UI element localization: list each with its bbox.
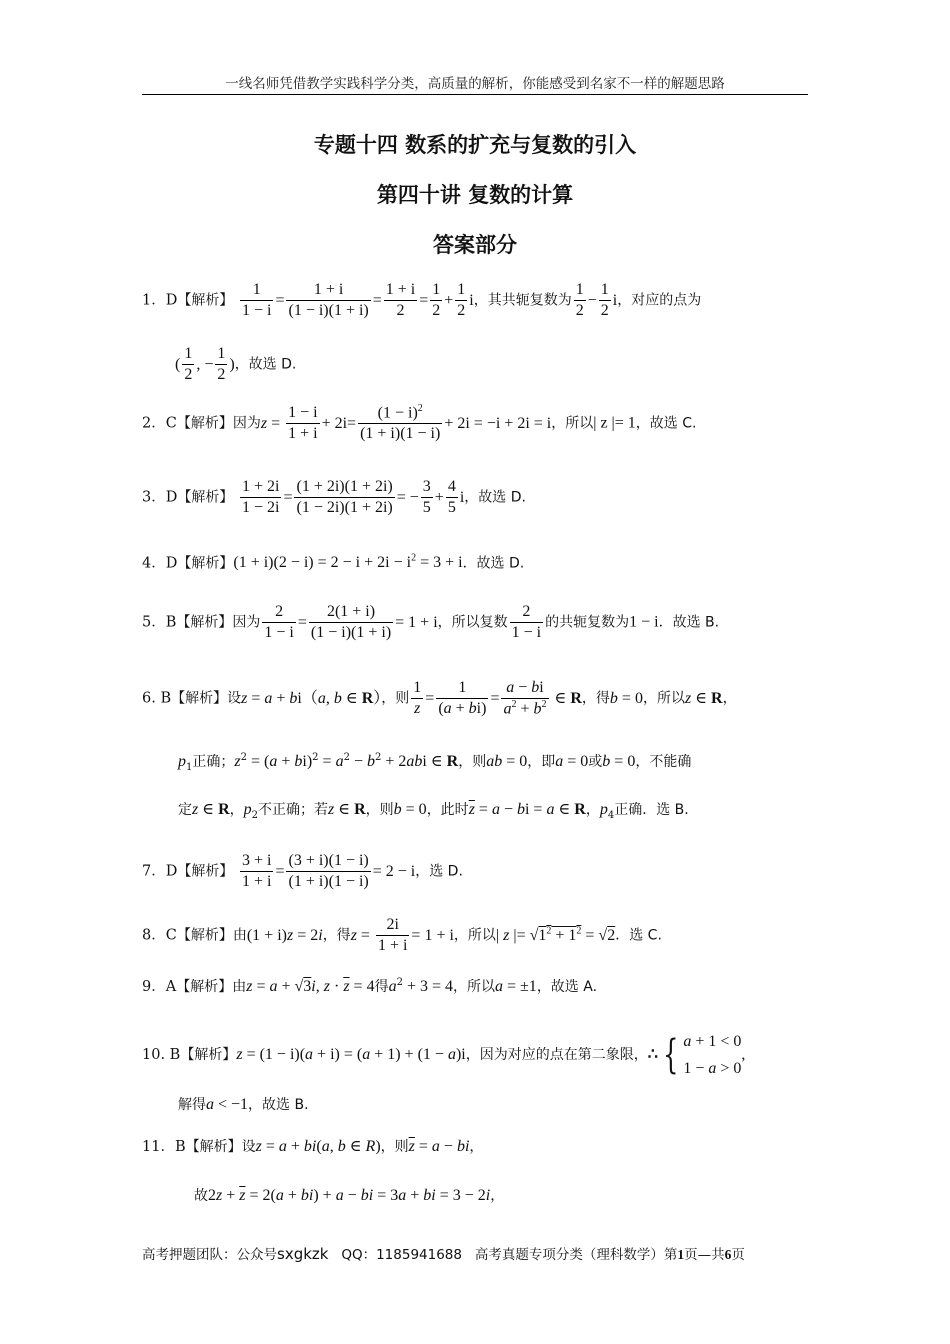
formula: a = 0 [555, 752, 589, 770]
text: 因为 [232, 415, 261, 432]
footer-brand: sxgkzk [277, 1245, 329, 1263]
footer-category: 高考真题专项分类（理科数学）第 [474, 1247, 678, 1263]
formula: $\frac{2}{1 - i}$ [511, 603, 542, 641]
formula: z = a + bi(a, b ∈ R) [255, 1138, 381, 1155]
analysis-tag: 【解析】 [177, 555, 234, 572]
formula: (1 + i)z = 2i [246, 926, 323, 944]
item-number: 4． [142, 555, 166, 572]
formula: $\frac{2}{1 - i}$ = $\frac{2(1 + i)}{(1 - i)(1 + i)}$ = 1 + i [264, 603, 438, 641]
analysis-tag: 【解析】 [176, 978, 233, 995]
formula: z ∈ R [192, 801, 230, 818]
text: 定 [178, 802, 192, 818]
answer-letter: B [174, 1139, 186, 1155]
formula: { a + 1 < 0 1 − a > 0 [662, 1032, 742, 1079]
lecture-title: 第四十讲 复数的计算 [376, 183, 574, 207]
formula: ( $\frac{1}{2}$ , − $\frac{1}{2}$ ) [175, 345, 235, 383]
item-number: 9． [142, 978, 166, 995]
answer-8 [142, 915, 822, 956]
formula: $\frac{1}{z}$ = $\frac{1}{(a + bi)}$ = $\frac{a - bi}{a^2 + b^2}$ ∈ R [413, 679, 582, 718]
text: 的共轭复数为 [545, 614, 630, 631]
text: ，选 D. [415, 863, 463, 880]
answer-9 [142, 978, 822, 995]
answer-letter: B [169, 1047, 181, 1064]
text: ，故选 C. [635, 415, 697, 432]
answer-letter: D [165, 555, 178, 572]
text: ．选 C. [615, 927, 662, 944]
text: ，则 [381, 690, 410, 707]
analysis-tag: 【解析】 [176, 927, 233, 944]
text: 得 [374, 978, 389, 995]
formula: 1 − i [629, 613, 659, 631]
answer-10-cont [178, 1097, 309, 1113]
formula: | z |= $√1^2 + 1^2 = √2$ [495, 925, 616, 944]
formula: $2z + \overline{z} = 2(a + bi) + a$ − bi = 3a + bi = 3 − 2i [208, 1187, 491, 1204]
item-number: 6. [142, 690, 161, 707]
text: ，其共轭复数为 [473, 292, 572, 309]
text: ，此时 [426, 802, 469, 818]
item-number: 10. [142, 1047, 170, 1064]
analysis-tag: 【解析】 [177, 489, 234, 506]
text: ，所以 [453, 978, 495, 995]
formula: $\frac{1}{1 - i}$ = $\frac{1 + i}{(1 - i)(1 + i)}$ = $\frac{1 + i}{2}$ = $\frac{1}{2}$ + $\frac{1}{2}$ i [241, 281, 474, 319]
answer-11: 11．B【解析】设z = a + bi(a, b ∈ R)，则$\overline{z} = a$ − bi， [142, 1138, 484, 1155]
item-number: 5． [142, 614, 166, 631]
text: ，对应的点为 [617, 292, 702, 309]
text: ，则 [365, 802, 394, 818]
footer-total-pages: 6 [724, 1247, 732, 1262]
text: ，故选 B. [248, 1097, 309, 1113]
item-number: 2． [142, 415, 166, 432]
text: ．故选 D. [462, 555, 525, 572]
analysis-tag: 【解析】 [180, 1047, 237, 1064]
answers-title: 答案部分 [433, 233, 517, 257]
formula: $\overline{z} = a$ − bi = a ∈ R [468, 801, 586, 818]
formula: $\overline{z} = a$ − bi [408, 1138, 470, 1155]
text: ，因为对应的点在第二象限， [465, 1047, 648, 1064]
text: ，故选 D. [234, 356, 297, 373]
formula: ab = 0 [486, 752, 528, 770]
answer-3 [142, 477, 822, 518]
answer-letter: C [165, 927, 177, 944]
text: ，所以 [642, 690, 685, 707]
formula: z = a + √3i, $z \cdot \overline{z} = 4$ [246, 977, 375, 995]
text: ，不能确 [635, 753, 692, 770]
item-number: 3． [142, 489, 166, 506]
answer-letter: D [165, 489, 178, 506]
text: ，所以复数 [437, 614, 508, 631]
item-number: 1． [142, 292, 166, 309]
topic-title: 专题十四 数系的扩充与复数的引入 [313, 133, 637, 157]
analysis-tag: 【解析】 [177, 863, 234, 880]
formula: $\frac{3 + i}{1 + i}$ = $\frac{(3 + i)(1 - i)}{(1 + i)(1 - i)}$ = 2 − i [241, 852, 416, 890]
header-rule [142, 94, 808, 95]
text: 由 [232, 927, 247, 944]
answer-2 [142, 403, 822, 444]
formula: $(1 + i)(2 - i) = 2 - i + 2i - i^2 = 3 + i$ [233, 553, 463, 572]
answer-1-cont [175, 344, 296, 385]
formula: z = $\frac{1 - i}{1 + i}$ + 2i= $\frac{(1 - i)^2}{(1 + i)(1 - i)}$ + 2i = −i + 2i = i [260, 403, 552, 443]
text: ．故选 B. [658, 614, 720, 631]
formula: b = 0 [609, 689, 643, 707]
analysis-tag: 【解析】 [171, 690, 228, 707]
answer-7 [142, 851, 822, 892]
answer-11-cont: 故$2z + \overline{z} = 2(a + bi) + a$ − bi = 3a + bi = 3 − 2i， [194, 1187, 505, 1204]
text: 因为 [232, 614, 261, 631]
analysis-tag: 【解析】 [185, 1139, 242, 1155]
answer-6-line3: 定z ∈ R，$p_2$不正确；若z ∈ R，则b = 0，此时$\overline{z} = a$ − bi = a ∈ R，$p_4$正确．选 B. [178, 801, 689, 821]
text: ，即 [527, 753, 556, 770]
formula: z = $\frac{2i}{1 + i}$ = 1 + i [350, 916, 454, 954]
answer-10: 10. B【解析】z = (1 − i)(a + i) = (a + 1) + (1 − a)i，因为对应的点在第二象限，∴ { a + 1 < 0 1 − a > 0 , [142, 1028, 822, 1082]
text: 设 [241, 1139, 256, 1155]
formula: z ∈ R [684, 689, 723, 707]
footer-pages: 页 [731, 1247, 745, 1263]
text: ，所以 [551, 415, 594, 432]
answer-4 [142, 554, 822, 571]
answer-6-line2 [178, 753, 691, 773]
formula: b = 0 [602, 752, 636, 770]
item-number: 11． [142, 1139, 175, 1155]
answer-letter: B [165, 614, 177, 631]
text: 正确．选 B. [614, 802, 689, 818]
formula: $\frac{1}{2}$ − $\frac{1}{2}$ i [575, 281, 618, 319]
text: 设 [227, 690, 242, 707]
analysis-tag: 【解析】 [176, 614, 233, 631]
formula: z ∈ R [328, 801, 366, 818]
text: ，则 [458, 753, 487, 770]
text: ，得 [581, 690, 610, 707]
footer-page-number: 1 [677, 1247, 685, 1262]
answer-5 [142, 602, 822, 643]
formula: b = 0 [393, 801, 427, 818]
formula: z = (1 − i)(a + i) = (a + 1) + (1 − a)i [236, 1046, 466, 1064]
answer-letter: C [165, 415, 177, 432]
text: 不正确；若 [258, 802, 329, 818]
formula: $z^2 = (a + bi)^2 = a^2 - b^2 + 2abi$ ∈ R [234, 752, 459, 770]
formula: z = a + bi（a, b ∈ R） [241, 689, 382, 707]
formula: | z |= 1 [593, 414, 636, 432]
answer-6: 6. B【解析】设z = a + bi（a, b ∈ R），则 $\frac{1}{z}$ = $\frac{1}{(a + bi)}$ = $\frac{a - bi}{a^2 + b^2}$ ∈ R，得b = 0，所以z ∈ R， [142, 679, 737, 718]
formula: $p_2$ [243, 801, 259, 821]
footer-qq: QQ：1185941688 [341, 1247, 462, 1263]
item-number: 7． [142, 863, 166, 880]
text: 故 [194, 1188, 208, 1204]
answer-letter: D [165, 292, 178, 309]
answer-1 [142, 280, 822, 321]
item-number: 8． [142, 927, 166, 944]
page-footer [142, 1243, 745, 1263]
text: ，得 [322, 927, 351, 944]
text: ，则 [380, 1139, 409, 1155]
footer-team: 高考押题团队：公众号 [142, 1247, 277, 1263]
footer-of-total: 页—共 [684, 1247, 725, 1263]
formula: $p_1$ [178, 752, 193, 773]
formula: a < −1 [206, 1096, 249, 1113]
text: ，所以 [453, 927, 496, 944]
text: 由 [232, 978, 247, 995]
text: ，故选 A. [536, 978, 598, 995]
formula: $a^2 + 3 = 4$ [388, 977, 453, 995]
analysis-tag: 【解析】 [176, 415, 233, 432]
running-header: 一线名师凭借教学实践科学分类，高质量的解析，你能感受到名家不一样的解题思路 [225, 76, 725, 92]
text: 或 [588, 753, 603, 770]
formula: $\frac{1 + 2i}{1 - 2i}$ = $\frac{(1 + 2i)(1 + 2i)}{(1 - 2i)(1 + 2i)}$ = − $\frac{3}{5}$ + $\frac{4}{5}$ i [241, 478, 465, 516]
answer-letter: A [165, 978, 177, 995]
answer-letter: D [165, 863, 178, 880]
text: 正确； [192, 753, 235, 770]
formula: $p_4$ [599, 801, 615, 821]
text: 解得 [178, 1097, 206, 1113]
analysis-tag: 【解析】 [177, 292, 234, 309]
formula: a = ±1 [495, 977, 537, 995]
text: ，故选 D. [464, 489, 526, 506]
answer-letter: B [160, 690, 172, 707]
